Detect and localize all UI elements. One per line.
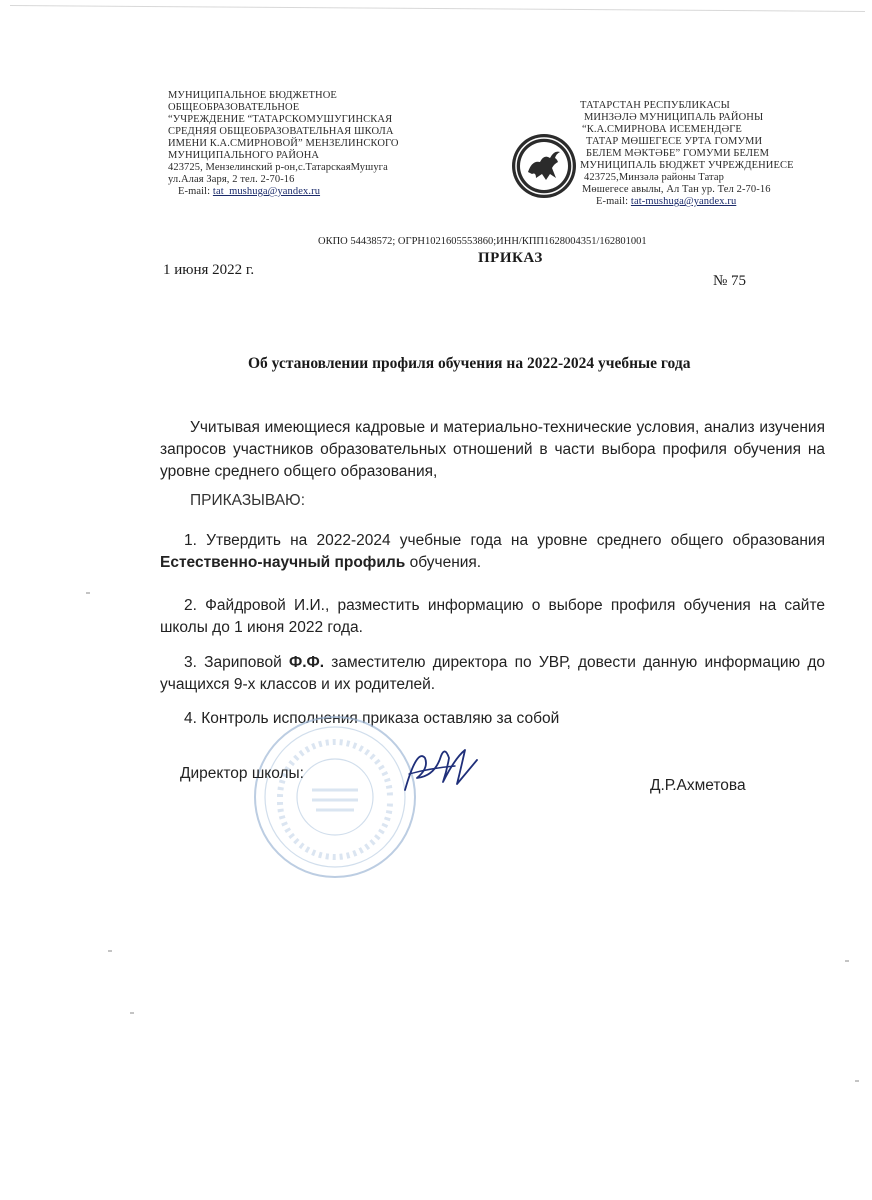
- header-left-email-row: [168, 186, 399, 198]
- tatarstan-emblem-icon: [510, 132, 578, 200]
- header-left-line: СРЕДНЯЯ ОБЩЕОБРАЗОВАТЕЛЬНАЯ ШКОЛА: [168, 126, 394, 137]
- signatory-name: Д.Р.Ахметова: [650, 777, 746, 794]
- header-right-line: МУНИЦИПАЛЬ БЮДЖЕТ УЧРЕЖДЕНИЕСЕ: [580, 160, 794, 171]
- header-left-line: “УЧРЕЖДЕНИЕ “ТАТАРСКОМУШУГИНСКАЯ: [168, 114, 393, 125]
- item-1-end: обучения.: [405, 554, 482, 571]
- header-left-line: МУНИЦИПАЛЬНОЕ БЮДЖЕТНОЕ: [168, 90, 337, 101]
- header-left-line: 423725, Мензелинский р-он,с.ТатарскаяМушуга: [168, 162, 388, 173]
- header-left-line: ОБЩЕОБРАЗОВАТЕЛЬНОЕ: [168, 102, 300, 113]
- header-right-line: Мөшегесе авылы, Ал Тан ур. Тел 2-70-16: [582, 184, 771, 195]
- header-right-line: БЕЛЕМ МӘКТӘБЕ” ГОМУМИ БЕЛЕМ: [586, 148, 770, 159]
- email-link-left[interactable]: tat_mushuga@yandex.ru: [212, 186, 321, 197]
- scan-speck: [108, 950, 112, 952]
- order-item-4: 4. Контроль исполнения приказа оставляю за собой: [184, 710, 560, 727]
- item-3-end: заместителю директора по УВР, довести данную информацию до учащихся 9-х классов и их родителей.: [160, 654, 826, 693]
- handwritten-signature-icon: [395, 738, 485, 798]
- header-right-block: [580, 100, 794, 208]
- registry-numbers: ОКПО 54438572; ОГРН1021605553860;ИНН/КПП1628004351/162801001: [318, 236, 647, 247]
- header-left-line: ИМЕНИ К.А.СМИРНОВОЙ” МЕНЗЕЛИНСКОГО: [168, 138, 399, 149]
- email-link-right[interactable]: tat-mushuga@yandex.ru: [630, 196, 737, 207]
- header-left-line: МУНИЦИПАЛЬНОГО РАЙОНА: [168, 150, 320, 161]
- scan-speck: [845, 960, 849, 962]
- header-right-email-row: [580, 196, 794, 208]
- order-subject: Об установлении профиля обучения на 2022-2024 учебные года: [248, 355, 691, 372]
- order-item-2: 2. Файдровой И.И., разместить информацию о выборе профиля обучения на сайте школы до 1 июня 2022 года.: [160, 597, 825, 636]
- email-label: E-mail:: [178, 186, 213, 197]
- order-word: ПРИКАЗЫВАЮ:: [190, 492, 306, 509]
- email-label: E-mail:: [596, 196, 631, 207]
- item-3-text: 3. Зариповой: [184, 654, 289, 671]
- order-date: 1 июня 2022 г.: [163, 262, 255, 278]
- scan-speck: [130, 1012, 134, 1014]
- scan-speck: [86, 592, 90, 594]
- intro-paragraph: Учитывая имеющиеся кадровые и материально-технические условия, анализ изучения запросов участников образовательных отношений в части выбора профиля обучения на уровне среднего общего образования,: [160, 419, 825, 480]
- document-title: ПРИКАЗ: [478, 250, 543, 266]
- order-item-3: [160, 652, 825, 696]
- header-right-line: ТАТАРСТАН РЕСПУБЛИКАСЫ: [580, 100, 730, 111]
- header-right-line: МИНЗӘЛӘ МУНИЦИПАЛЬ РАЙОНЫ: [584, 112, 764, 123]
- scan-edge-line: [10, 5, 865, 12]
- header-right-line: 423725,Минзәлә районы Татар: [584, 172, 724, 183]
- item-1-profile: Естественно-научный профиль: [160, 554, 406, 571]
- item-1-text: 1. Утвердить на 2022-2024 учебные года на уровне среднего общего образования: [184, 532, 825, 549]
- header-left-line: ул.Алая Заря, 2 тел. 2-70-16: [168, 174, 295, 185]
- order-item-1: [160, 530, 825, 574]
- header-right-line: “К.А.СМИРНОВА ИСЕМЕНДӘГЕ: [582, 124, 742, 135]
- scan-speck: [855, 1080, 859, 1082]
- item-3-initials: Ф.Ф.: [289, 654, 325, 671]
- order-number: № 75: [713, 273, 747, 289]
- header-left-block: [168, 90, 399, 198]
- signatory-title: Директор школы:: [180, 765, 304, 782]
- header-right-line: ТАТАР МӨШЕГЕСЕ УРТА ГОМУМИ: [586, 136, 763, 147]
